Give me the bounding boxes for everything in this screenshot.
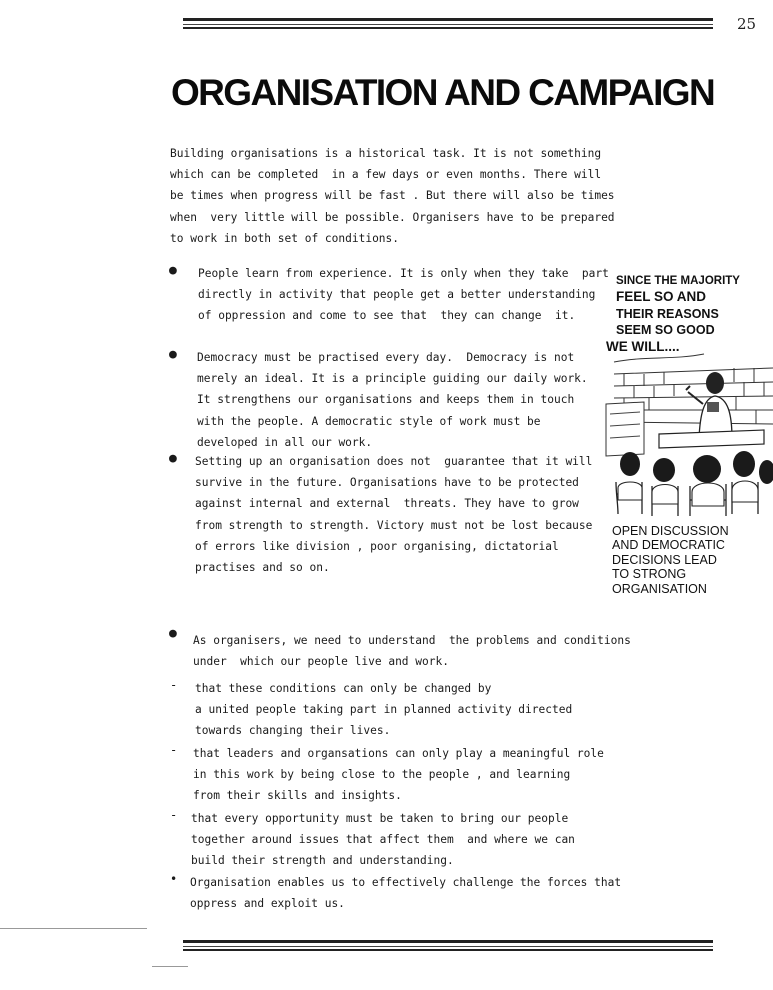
margin-scan-mark <box>152 966 188 967</box>
text-line: As organisers, we need to understand the problems and conditions <box>193 634 631 647</box>
text-line: under which our people live and work. <box>193 655 449 669</box>
speech-line-3: THEIR REASONS <box>616 307 719 321</box>
dash-marker-1: - <box>170 678 178 692</box>
text-line: to work in both set of conditions. <box>170 231 400 245</box>
text-line: which can be completed in a few days or even months. There will <box>170 168 602 182</box>
speech-line-5: WE WILL.... <box>606 339 680 354</box>
caption-line-1: OPEN DISCUSSION <box>612 524 729 538</box>
caption-line-2: AND DEMOCRATIC <box>612 538 725 552</box>
text-line: build their strength and understanding. <box>191 854 454 868</box>
text-line: Building organisations is a historical task. It is not something <box>170 147 602 160</box>
page-title: ORGANISATION AND CAMPAIGN <box>171 72 715 113</box>
text-line: practises and so on. <box>195 561 330 575</box>
text-line: survive in the future. Organisations have to be protected <box>195 476 579 490</box>
text-line: Setting up an organisation does not guarantee that it will <box>195 455 593 468</box>
caption-line-5: ORGANISATION <box>612 582 707 596</box>
margin-scan-line <box>0 928 147 929</box>
text-line: It strengthens our organisations and keeps them in touch <box>197 393 575 407</box>
text-line: a united people taking part in planned activity directed <box>195 703 573 717</box>
text-line: from strength to strength. Victory must not be lost because <box>195 518 593 532</box>
text-line: when very little will be possible. Organisers have to be prepared <box>170 210 615 224</box>
speech-line-2: FEEL SO AND <box>616 289 707 304</box>
caption-line-3: DECISIONS LEAD <box>612 553 717 567</box>
bullet-text-3 <box>195 451 592 578</box>
side-panel <box>606 402 644 456</box>
caption-line-4: TO STRONG <box>612 567 687 581</box>
dash-text-1 <box>195 678 572 742</box>
bullet-text-2 <box>197 347 588 453</box>
text-line: be times when progress will be fast . But there will also be times <box>170 189 615 203</box>
bullet-marker-2: ● <box>169 347 177 362</box>
text-line: oppress and exploit us. <box>190 897 345 911</box>
dash-text-4 <box>190 872 621 914</box>
audience <box>620 451 773 484</box>
text-line: towards changing their lives. <box>195 724 391 738</box>
text-line: in this work by being close to the people , and learning <box>193 768 571 782</box>
dash-marker-4: • <box>170 872 178 886</box>
text-line: of errors like division , poor organising, dictatorial <box>195 539 559 553</box>
text-line: that every opportunity must be taken to bring our people <box>191 812 569 825</box>
speech-line-4: SEEM SO GOOD <box>616 323 715 337</box>
speech-text <box>606 275 740 354</box>
text-line: from their skills and insights. <box>193 789 402 803</box>
bullet-marker-3: ● <box>169 451 177 466</box>
bullet-text-4 <box>193 630 631 672</box>
bullet-marker-1: ● <box>169 263 177 278</box>
dash-text-2 <box>193 743 604 807</box>
speaker-figure <box>686 372 732 439</box>
text-line: with the people. A democratic style of work must be <box>197 414 541 428</box>
podium-table <box>659 430 764 448</box>
meeting-cartoon <box>604 264 773 604</box>
intro-paragraph <box>170 143 615 249</box>
speech-line-1: SINCE THE MAJORITY <box>616 275 740 287</box>
dash-marker-2: - <box>170 743 178 757</box>
text-line: People learn from experience. It is only when they take part <box>198 267 609 280</box>
bullet-marker-4: ● <box>169 626 177 641</box>
top-double-rule <box>183 18 713 29</box>
text-line: against internal and external threats. They have to grow <box>195 497 579 511</box>
dash-marker-3: - <box>170 808 178 822</box>
text-line: developed in all our work. <box>197 435 373 449</box>
text-line: directly in activity that people get a better understanding <box>198 288 596 302</box>
caption-text <box>612 524 729 596</box>
text-line: that these conditions can only be changed by <box>195 682 492 695</box>
text-line: Organisation enables us to effectively challenge the forces that <box>190 876 622 889</box>
text-line: together around issues that affect them and where we can <box>191 833 575 847</box>
text-line: of oppression and come to see that they can change it. <box>198 309 576 323</box>
bottom-double-rule <box>183 940 713 951</box>
text-line: merely an ideal. It is a principle guiding our daily work. <box>197 372 588 386</box>
text-line: that leaders and organsations can only play a meaningful role <box>193 747 604 760</box>
text-line: Democracy must be practised every day. Democracy is not <box>197 351 575 364</box>
dash-text-3 <box>191 808 575 872</box>
bullet-text-1 <box>198 263 609 327</box>
page-number: 25 <box>737 15 757 33</box>
